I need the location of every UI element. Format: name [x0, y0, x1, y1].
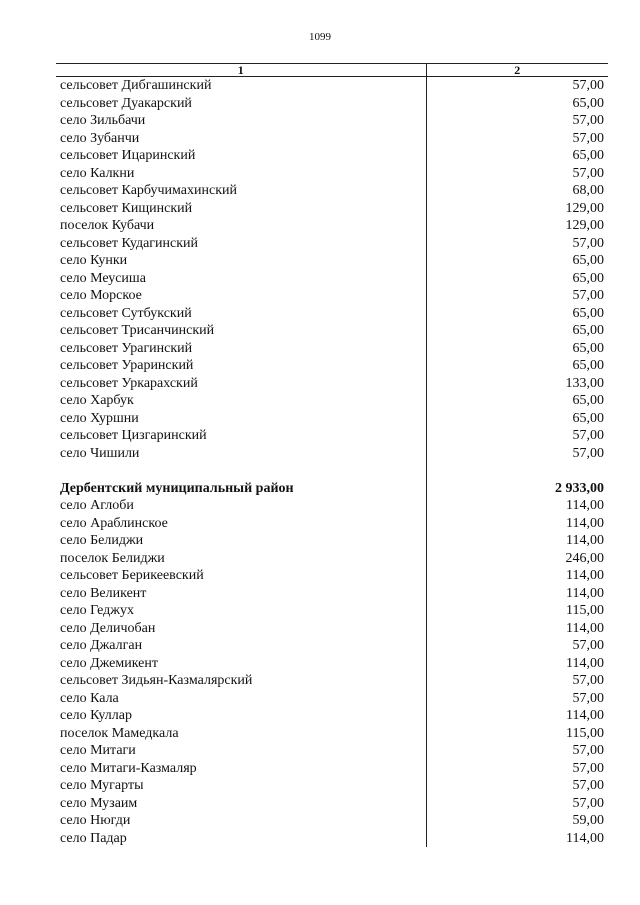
settlement-value: 114,00	[566, 708, 604, 723]
table-row	[56, 532, 608, 550]
settlement-name: село Митаги-Казмаляр	[56, 760, 426, 778]
table-row	[56, 165, 608, 183]
table-row	[56, 270, 608, 288]
table-row	[56, 497, 608, 515]
settlement-value: 57,00	[572, 743, 604, 758]
table-row	[56, 217, 608, 235]
settlement-name: сельсовет Дибгашинский	[56, 77, 426, 95]
table-row	[56, 620, 608, 638]
settlement-value: 65,00	[572, 95, 604, 111]
section-total: 2 933,00	[555, 480, 604, 496]
settlement-value: 114,00	[566, 515, 604, 531]
settlement-value: 65,00	[572, 358, 604, 373]
table-row	[56, 287, 608, 305]
settlement-value: 57,00	[572, 760, 604, 776]
table-row	[56, 655, 608, 673]
table-row	[56, 182, 608, 200]
table-row	[56, 585, 608, 603]
table-row	[56, 690, 608, 708]
settlement-name: сельсовет Кудагинский	[56, 235, 426, 253]
settlement-name: село Музаим	[56, 795, 426, 813]
settlement-value: 115,00	[566, 603, 604, 618]
settlement-value: 57,00	[572, 673, 604, 688]
settlement-value: 57,00	[572, 113, 604, 128]
settlement-value: 114,00	[566, 585, 604, 601]
spacer-row	[56, 462, 608, 480]
table-row	[56, 95, 608, 113]
settlement-name: сельсовет Уркарахский	[56, 375, 426, 393]
settlement-value: 114,00	[566, 568, 604, 583]
settlement-name: поселок Белиджи	[56, 550, 426, 568]
column-header-2: 2	[426, 64, 608, 77]
settlement-name: село Чишили	[56, 445, 426, 463]
table-row	[56, 410, 608, 428]
settlement-name: село Белиджи	[56, 532, 426, 550]
table-body	[56, 77, 608, 848]
table-row	[56, 112, 608, 130]
settlement-value: 114,00	[566, 533, 604, 548]
settlement-name: сельсовет Цизгаринский	[56, 427, 426, 445]
settlement-value: 246,00	[565, 550, 604, 566]
settlement-name: сельсовет Зидьян-Казмалярский	[56, 672, 426, 690]
settlement-value: 65,00	[572, 340, 604, 356]
settlement-name: село Нюгди	[56, 812, 426, 830]
settlement-value: 68,00	[572, 183, 604, 198]
settlement-value: 57,00	[572, 795, 604, 811]
settlement-value: 65,00	[572, 393, 604, 408]
settlement-value	[426, 462, 608, 480]
settlement-value: 65,00	[572, 323, 604, 338]
table-row	[56, 147, 608, 165]
settlement-name: село Куллар	[56, 707, 426, 725]
table-row	[56, 637, 608, 655]
settlement-name: село Кунки	[56, 252, 426, 270]
settlement-name: село Калкни	[56, 165, 426, 183]
settlement-value: 57,00	[572, 288, 604, 303]
settlement-value: 129,00	[565, 218, 604, 233]
table-header-row	[56, 64, 608, 77]
settlement-name: сельсовет Сутбукский	[56, 305, 426, 323]
table-row	[56, 760, 608, 778]
settlement-name: село Зильбачи	[56, 112, 426, 130]
data-table	[56, 63, 608, 847]
page-number: 1099	[309, 31, 331, 43]
settlement-name: сельсовет Урагинский	[56, 340, 426, 358]
settlement-name: село Аглоби	[56, 497, 426, 515]
table-row	[56, 602, 608, 620]
settlement-value: 65,00	[572, 270, 604, 286]
settlement-name: сельсовет Дуакарский	[56, 95, 426, 113]
settlement-name: село Митаги	[56, 742, 426, 760]
settlement-name: сельсовет Кищинский	[56, 200, 426, 218]
table-row	[56, 830, 608, 848]
settlement-name: сельсовет Карбучимахинский	[56, 182, 426, 200]
table-row	[56, 445, 608, 463]
settlement-value: 57,00	[572, 235, 604, 251]
settlement-name: село Великент	[56, 585, 426, 603]
settlement-value: 65,00	[572, 305, 604, 321]
settlement-name: село Мугарты	[56, 777, 426, 795]
table-row	[56, 515, 608, 533]
settlement-name	[56, 462, 426, 480]
settlement-name: село Геджух	[56, 602, 426, 620]
settlement-name: сельсовет Ураринский	[56, 357, 426, 375]
settlement-value: 57,00	[572, 130, 604, 146]
settlement-name: сельсовет Берикеевский	[56, 567, 426, 585]
settlement-name: сельсовет Трисанчинский	[56, 322, 426, 340]
table-row	[56, 812, 608, 830]
settlement-name: село Харбук	[56, 392, 426, 410]
settlement-value: 114,00	[566, 620, 604, 636]
table-row	[56, 427, 608, 445]
table-row	[56, 777, 608, 795]
settlement-name: село Джемикент	[56, 655, 426, 673]
settlement-value: 114,00	[566, 830, 604, 846]
column-header-1: 1	[56, 64, 426, 77]
table-row	[56, 200, 608, 218]
table-row	[56, 567, 608, 585]
table-row	[56, 252, 608, 270]
settlement-name: село Хуршни	[56, 410, 426, 428]
table-row	[56, 742, 608, 760]
table-row	[56, 357, 608, 375]
table-row	[56, 550, 608, 568]
settlement-value: 57,00	[572, 638, 604, 653]
settlement-name: село Падар	[56, 830, 426, 848]
settlement-value: 57,00	[572, 445, 604, 461]
settlement-name: село Зубанчи	[56, 130, 426, 148]
settlement-value: 114,00	[566, 655, 604, 671]
settlement-name: село Меусиша	[56, 270, 426, 288]
settlement-value: 57,00	[572, 690, 604, 706]
settlement-value: 114,00	[566, 498, 604, 513]
table-row	[56, 305, 608, 323]
settlement-name: село Джалган	[56, 637, 426, 655]
section-row	[56, 480, 608, 498]
settlement-name: поселок Кубачи	[56, 217, 426, 235]
settlement-name: село Араблинское	[56, 515, 426, 533]
settlement-value: 129,00	[565, 200, 604, 216]
table-row	[56, 375, 608, 393]
settlement-value: 65,00	[572, 410, 604, 426]
table-row	[56, 392, 608, 410]
table-row	[56, 725, 608, 743]
table-row	[56, 235, 608, 253]
table-row	[56, 795, 608, 813]
settlement-value: 59,00	[572, 813, 604, 828]
settlement-value: 133,00	[565, 375, 604, 391]
table-row	[56, 340, 608, 358]
settlement-value: 115,00	[566, 725, 604, 741]
settlement-name: поселок Мамедкала	[56, 725, 426, 743]
table-row	[56, 130, 608, 148]
table-row	[56, 322, 608, 340]
settlement-name: село Кала	[56, 690, 426, 708]
settlement-value: 57,00	[572, 428, 604, 443]
settlement-name: село Деличобан	[56, 620, 426, 638]
settlement-value: 65,00	[572, 253, 604, 268]
settlement-value: 65,00	[572, 148, 604, 163]
settlement-name: сельсовет Ицаринский	[56, 147, 426, 165]
settlement-value: 57,00	[572, 78, 604, 93]
settlement-value: 57,00	[572, 165, 604, 181]
table-row	[56, 672, 608, 690]
table-row	[56, 707, 608, 725]
section-title: Дербентский муниципальный район	[56, 480, 426, 498]
settlement-value: 57,00	[572, 778, 604, 793]
table-row	[56, 77, 608, 95]
settlement-name: село Морское	[56, 287, 426, 305]
